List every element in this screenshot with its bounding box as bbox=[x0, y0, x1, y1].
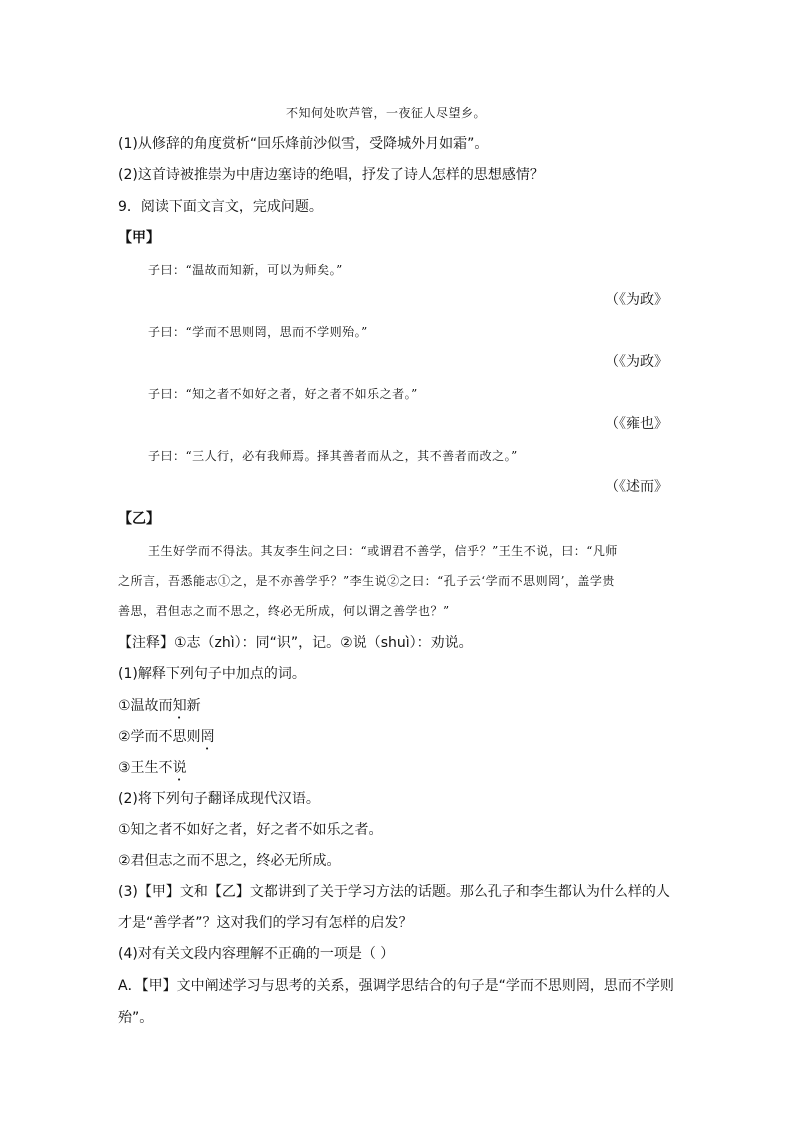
q9-sub2-item-2: ②君但志之而不思之，终必无所成。 bbox=[118, 853, 341, 869]
dotted-word: 说 bbox=[172, 760, 187, 776]
jia-source-2: （《为政》 bbox=[605, 354, 668, 370]
jia-quote-4: 子曰：“三人行，必有我师焉。择其善者而从之，其不善者而改之。” bbox=[148, 449, 518, 463]
item-prefix: ②学而不思则 bbox=[118, 729, 201, 745]
yi-text-line-2: 之所言，吾悉能志①之，是不亦善学乎？”李生说②之曰：“孔子云‘学而不思则罔’，盖学贵 bbox=[118, 574, 615, 588]
jia-source-3: （《雍也》 bbox=[605, 416, 668, 432]
q9-sub1: (1)解释下列句子中加点的词。 bbox=[118, 666, 306, 682]
item-suffix: 新 bbox=[186, 698, 201, 714]
q9-sub2: (2)将下列句子翻译成现代汉语。 bbox=[118, 791, 320, 807]
jia-source-4: （《述而》 bbox=[605, 479, 668, 495]
annotation-note: 【注释】①志（zhì）：同“识”，记。②说（shuì）：劝说。 bbox=[118, 635, 473, 651]
poem-last-line: 不知何处吹芦管，一夜征人尽望乡。 bbox=[286, 106, 487, 120]
q9-sub2-item-1: ①知之者不如好之者，好之者不如乐之者。 bbox=[118, 822, 383, 838]
item-prefix: ①温故而 bbox=[118, 698, 173, 714]
q8-sub1: (1)从修辞的角度赏析“回乐烽前沙似雪，受降城外月如霜”。 bbox=[118, 136, 489, 152]
q9-sub1-item-2 bbox=[118, 727, 215, 753]
item-prefix: ③王生不 bbox=[118, 760, 173, 776]
jia-source-1: （《为政》 bbox=[605, 292, 668, 308]
q9-sub1-item-1 bbox=[118, 696, 201, 722]
yi-text-line-1: 王生好学而不得法。其友李生问之曰：“或谓君不善学，信乎？”王生不说，曰：“凡师 bbox=[148, 544, 618, 558]
q9-sub3-line-2: 才是“善学者”？这对我们的学习有怎样的启发？ bbox=[118, 915, 413, 931]
yi-label: 【乙】 bbox=[118, 511, 160, 527]
q8-sub2: (2)这首诗被推崇为中唐边塞诗的绝唱，抒发了诗人怎样的思想感情？ bbox=[118, 167, 544, 183]
jia-label: 【甲】 bbox=[118, 230, 160, 246]
jia-quote-1: 子曰：“温故而知新，可以为师矣。” bbox=[148, 263, 343, 277]
jia-quote-2: 子曰：“学而不思则罔，思而不学则殆。” bbox=[148, 325, 368, 339]
dotted-word: 罔 bbox=[200, 729, 215, 745]
q9-sub3-line-1: (3)【甲】文和【乙】文都讲到了关于学习方法的话题。那么孔子和李生都认为什么样的人 bbox=[118, 884, 670, 900]
dotted-word: 知 bbox=[172, 698, 187, 714]
q9-sub4: (4)对有关文段内容理解不正确的一项是（ ） bbox=[118, 946, 395, 962]
jia-quote-3: 子曰：“知之者不如好之者，好之者不如乐之者。” bbox=[148, 387, 418, 401]
q9-title: 9．阅读下面文言文，完成问题。 bbox=[118, 199, 323, 215]
yi-text-line-3: 善思，君但志之而不思之，终必无所成，何以谓之善学也？” bbox=[118, 604, 450, 618]
option-a-line-1: A．【甲】文中阐述学习与思考的关系，强调学思结合的句子是“学而不思则罔，思而不学则 bbox=[118, 978, 674, 994]
option-a-line-2: 殆”。 bbox=[118, 1010, 154, 1026]
q9-sub1-item-3 bbox=[118, 758, 187, 784]
